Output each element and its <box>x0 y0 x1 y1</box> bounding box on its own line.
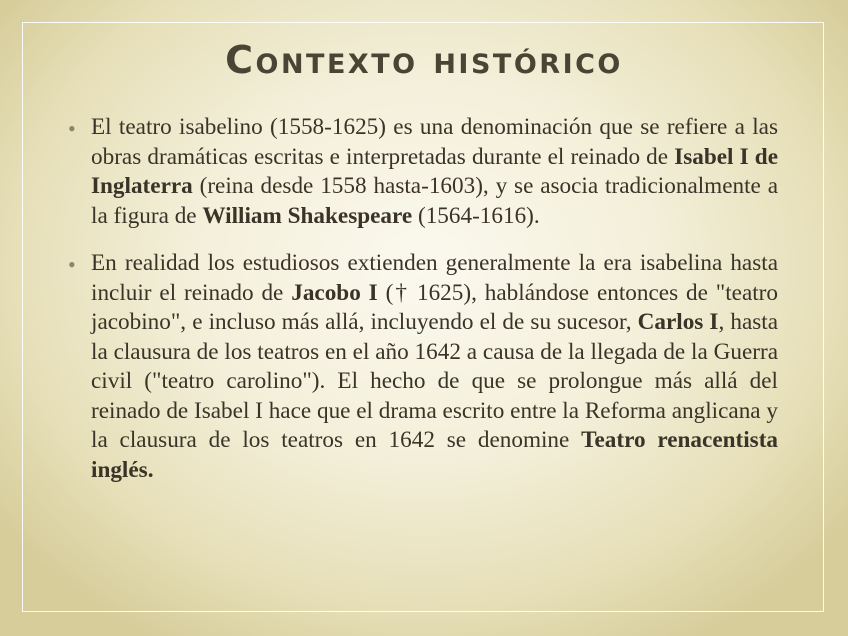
bullet-item-2 <box>62 249 778 485</box>
slide-title: Contexto histórico <box>225 38 623 82</box>
bullet-text-segment: (reina desde 1558 hasta-1603), y se asocia tradicionalmente a la figura de <box>91 173 778 229</box>
bullet-bold-segment: Jacobo I <box>291 279 378 306</box>
slide-content <box>62 113 778 485</box>
bullet-icon: • <box>68 252 76 277</box>
bullet-icon: • <box>68 116 76 141</box>
bullet-bold-segment: Isabel I de Inglaterra <box>91 143 778 199</box>
bullet-bold-segment: Teatro renacentista inglés. <box>91 427 779 483</box>
bullet-item-1 <box>62 113 778 231</box>
bullet-text-segment: El teatro isabelino (1558-1625) es una denominación que se refiere a las obras dramáticas escritas e interpretadas durante el reinado de <box>91 114 778 170</box>
bullet-bold-segment: William Shakespeare <box>202 202 413 229</box>
bullet-text-segment: , hasta la clausura de los teatros en el año 1642 a causa de la llegada de la Guerra civil ("teatro carolino"). El hecho de que se prolongue más allá del reinado de Isabel I hace que el drama escrito entre la Reforma anglicana y la clausura de los teatros en 1642 se denomine <box>91 309 778 453</box>
bullet-text-segment: (1564-1616). <box>412 202 540 229</box>
bullet-text-segment: En realidad los estudiosos extienden generalmente la era isabelina hasta incluir el reinado de <box>91 250 778 306</box>
bullet-bold-segment: Carlos I <box>637 309 719 335</box>
bullet-text-segment: († 1625), hablándose entonces de "teatro jacobino", e incluso más allá, incluyendo el de su sucesor, <box>91 279 778 335</box>
